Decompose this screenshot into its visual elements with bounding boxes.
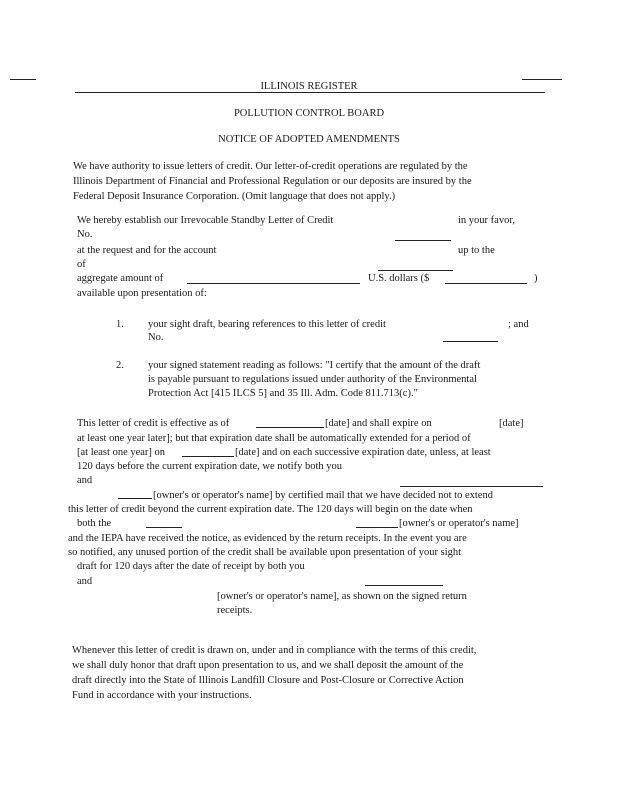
- notify-you-blank: [400, 486, 543, 487]
- establish-favor: in your favor,: [458, 215, 516, 226]
- extension-date-blank: [182, 456, 234, 457]
- account-name-blank: [378, 270, 453, 271]
- item-1-and: ; and: [508, 319, 529, 330]
- us-dollars-label: U.S. dollars ($: [368, 273, 430, 284]
- effective-line-6: [owner's or operator's name] by certified mail that we have decided not to extend: [153, 490, 493, 501]
- item-2-line-1: your signed statement reading as follows: "I certify that the amount of the draft: [148, 360, 481, 371]
- effective-line-3b: [date] and on each successive expiration date, unless, at least: [235, 447, 491, 458]
- item-1-number-blank: [443, 341, 498, 342]
- effective-line-3: [at least one year] on: [77, 447, 166, 458]
- operator-name-blank-2: [356, 527, 398, 528]
- effective-line-14: receipts.: [217, 605, 253, 616]
- aggregate-amount-blank: [187, 283, 360, 284]
- effective-line-4: 120 days before the current expiration date, we notify both you: [77, 461, 343, 472]
- dollar-amount-blank: [445, 283, 527, 284]
- register-title: ILLINOIS REGISTER: [260, 81, 358, 92]
- item-2-line-3: Protection Act [415 ILCS 5] and 35 Ill. Adm. Code 811.713(c).": [148, 388, 418, 399]
- intro-line-3: Federal Deposit Insurance Corporation. (Omit language that does not apply.): [73, 191, 396, 202]
- item-1-no: No.: [148, 332, 164, 343]
- expire-date-label: [date]: [499, 418, 524, 429]
- presentation-label: available upon presentation of:: [77, 288, 207, 299]
- receipt-you-blank: [365, 585, 443, 586]
- item-1-number: 1.: [116, 319, 124, 330]
- notice-title: NOTICE OF ADOPTED AMENDMENTS: [218, 134, 400, 145]
- effective-line-11: draft for 120 days after the date of receipt by both you: [77, 561, 305, 572]
- effective-line-10: so notified, any unused portion of the credit shall be available upon presentation of your sight: [68, 547, 462, 558]
- effective-line-8: both the: [77, 518, 112, 529]
- effective-line-7: this letter of credit beyond the current expiration date. The 120 days will begin on the date when: [68, 504, 473, 515]
- establish-line-1: We hereby establish our Irrevocable Standby Letter of Credit: [77, 215, 334, 226]
- board-title: POLLUTION CONTROL BOARD: [233, 108, 385, 119]
- effective-line-12: and: [77, 576, 93, 587]
- effective-line-1b: [date] and shall expire on: [325, 418, 432, 429]
- effective-date-blank: [256, 427, 324, 428]
- establish-line-3: at the request and for the account: [77, 245, 217, 256]
- item-2-number: 2.: [116, 360, 124, 371]
- credit-number-blank: [395, 240, 451, 241]
- effective-line-13: [owner's or operator's name], as shown on the signed return: [217, 591, 467, 602]
- effective-line-8b: [owner's or operator's name]: [399, 518, 519, 529]
- closing-line-3: draft directly into the State of Illinois Landfill Closure and Post-Closure or Corrective Action: [72, 675, 464, 686]
- effective-line-9: and the IEPA have received the notice, as evidenced by the return receipts. In the event you are: [68, 533, 467, 544]
- closing-line-1: Whenever this letter of credit is drawn on, under and in compliance with the terms of this credit,: [72, 645, 477, 656]
- effective-line-1: This letter of credit is effective as of: [77, 418, 230, 429]
- intro-line-2: Illinois Department of Financial and Professional Regulation or our deposits are insured by the: [73, 176, 472, 187]
- effective-line-5: and: [77, 475, 93, 486]
- item-1-text: your sight draft, bearing references to this letter of credit: [148, 319, 386, 330]
- establish-up-to: up to the: [458, 245, 495, 256]
- closing-line-4: Fund in accordance with your instructions.: [72, 690, 252, 701]
- establish-of: of: [77, 259, 86, 270]
- establish-no: No.: [77, 229, 93, 240]
- closing-line-2: we shall duly honor that draft upon presentation to us, and we shall deposit the amount of the: [72, 660, 464, 671]
- intro-line-1: We have authority to issue letters of credit. Our letter-of-credit operations are regulated by the: [73, 161, 468, 172]
- item-2-line-2: is payable pursuant to regulations issued under authority of the Environmental: [148, 374, 477, 385]
- close-paren: ): [534, 273, 538, 284]
- aggregate-amount-label: aggregate amount of: [77, 273, 164, 284]
- effective-line-2: at least one year later]; but that expiration date shall be automatically extended for a period of: [77, 433, 471, 444]
- operator-name-blank-1: [118, 498, 152, 499]
- both-the-blank: [146, 527, 182, 528]
